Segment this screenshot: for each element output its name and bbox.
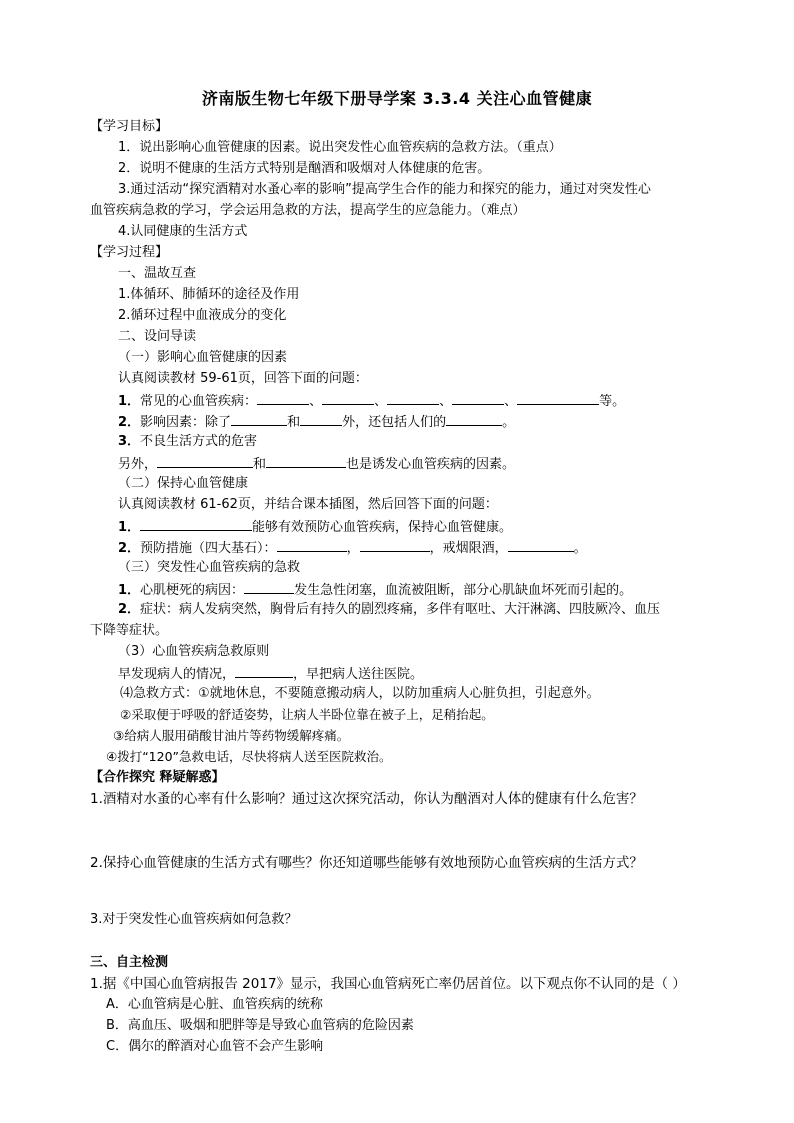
- p3q2-label: 2．: [118, 602, 141, 617]
- p2q2-b: ，戒烟限酒，: [429, 541, 508, 556]
- q1-line: [118, 391, 625, 411]
- p3q2-cont: 下降等症状。: [90, 623, 169, 638]
- part2-heading: （二）保持心血管健康: [118, 476, 249, 491]
- blank-disease-3[interactable]: [387, 391, 439, 405]
- option-c[interactable]: C．偶尔的醉酒对心血管不会产生影响: [106, 1039, 324, 1054]
- objectives-heading: 【学习目标】: [90, 119, 169, 134]
- page-title: 济南版生物七年级下册导学案 3.3.4 关注心血管健康: [201, 89, 593, 108]
- objective-item-3: 3.通过活动“探究酒精对水蚤心率的影响”提高学生合作的能力和探究的能力，通过对突发性心: [118, 182, 651, 197]
- guide-heading: 二、设问导读: [118, 329, 197, 344]
- q2-label: 2．: [118, 415, 141, 430]
- q1-end: 等。: [599, 394, 626, 409]
- p3q2-line: [118, 601, 660, 619]
- blank-disease-4[interactable]: [452, 391, 504, 405]
- sep: 、: [439, 394, 453, 409]
- process-heading: 【学习过程】: [90, 245, 169, 260]
- p2q2-end: 。: [573, 541, 587, 556]
- p3q1-label: 1．: [118, 583, 141, 598]
- part1-heading: （一）影响心血管健康的因素: [118, 350, 288, 365]
- blank-habit-2[interactable]: [266, 454, 346, 468]
- blank-cornerstone-1[interactable]: [277, 538, 347, 552]
- sep: 、: [504, 394, 518, 409]
- q2-a: 影响因素：除了: [140, 415, 232, 430]
- p2q1-label: 1．: [118, 520, 141, 535]
- objective-item-1: 1．说出影响心血管健康的因素。说出突发性心血管疾病的急救方法。（重点）: [118, 140, 562, 155]
- cooperate-q1: 1.酒精对水蚤的心率有什么影响？通过这次探究活动，你认为酗酒对人体的健康有什么危害？: [90, 791, 643, 807]
- comma: ，: [346, 541, 360, 556]
- selftest-heading: 三、自主检测: [90, 955, 169, 970]
- q1-label: 1．: [118, 394, 141, 409]
- review-item-1: 1.体循环、肺循环的途径及作用: [118, 287, 300, 302]
- p2q2-a: 预防措施（四大基石）：: [140, 541, 277, 556]
- q3-text: 不良生活方式的危害: [140, 434, 258, 449]
- blank-cornerstone-3[interactable]: [508, 538, 574, 552]
- objective-item-3-cont: 血管疾病急救的学习，学会运用急救的方法，提高学生的应急能力。（难点）: [90, 203, 526, 218]
- blank-factor-1[interactable]: [231, 412, 287, 426]
- blank-cause[interactable]: [244, 580, 294, 594]
- part1-intro: 认真阅读教材 59-61页，回答下面的问题：: [118, 371, 368, 386]
- blank-habit-1[interactable]: [157, 454, 253, 468]
- objective-item-4: 4.认同健康的生活方式: [118, 224, 248, 239]
- p3q3-b: ，早把病人送往医院。: [293, 667, 424, 682]
- cooperate-heading: 【合作探究 释疑解惑】: [90, 770, 225, 785]
- blank-cornerstone-2[interactable]: [360, 538, 430, 552]
- q2-line: [118, 412, 515, 432]
- selftest-q1: 1.据《中国心血管病报告 2017》显示，我国心血管病死亡率仍居首位。以下观点你不认同的是（ ）: [90, 976, 686, 992]
- blank-factor-2[interactable]: [300, 412, 342, 426]
- q2-b: 和: [287, 415, 301, 430]
- q2-d: 。: [502, 415, 516, 430]
- p3q3-a: 早发现病人的情况，: [118, 667, 236, 682]
- blank-disease-5[interactable]: [517, 391, 599, 405]
- p3q1-line: [118, 580, 632, 600]
- sep: 、: [374, 394, 388, 409]
- objective-item-2: 2．说明不健康的生活方式特别是酗酒和吸烟对人体健康的危害。: [118, 161, 491, 176]
- p2q2-label: 2．: [118, 541, 141, 556]
- option-a[interactable]: A．心血管病是心脏、血管疾病的统称: [106, 997, 323, 1012]
- blank-factor-3[interactable]: [446, 412, 502, 426]
- q2-c: 外，还包括人们的: [342, 415, 447, 430]
- q3-b: 和: [253, 457, 267, 472]
- blank-disease-2[interactable]: [322, 391, 374, 405]
- review-heading: 一、温故互查: [118, 266, 197, 281]
- blank-prevent[interactable]: [140, 517, 252, 531]
- p2q1-line: [118, 517, 512, 537]
- blank-principle[interactable]: [235, 664, 293, 678]
- q3-fill-line: [118, 454, 515, 474]
- p2q1-text: 能够有效预防心血管疾病，保持心血管健康。: [252, 520, 513, 535]
- q3-a: 另外，: [118, 457, 158, 472]
- p3q1-b: 发生急性闭塞，血流被阻断，部分心肌缺血坏死而引起的。: [294, 583, 633, 598]
- p3q3-line: [118, 664, 423, 684]
- p3q4-line-1: ⑷急救方式：①就地休息，不要随意搬动病人，以防加重病人心脏负担，引起意外。: [120, 686, 600, 701]
- p3q2-a: 症状：病人发病突然，胸骨后有持久的剧烈疼痛，多伴有呕吐、大汗淋漓、四肢厥冷、血压: [140, 602, 661, 617]
- q3-line: [118, 433, 257, 451]
- p3q1-a: 心肌梗死的病因：: [140, 583, 245, 598]
- p3q4-line-2: ②采取便于呼吸的舒适姿势，让病人半卧位靠在被子上，足稍抬起。: [120, 707, 494, 722]
- cooperate-q3: 3.对于突发性心血管疾病如何急救？: [90, 912, 298, 927]
- q1-text: 常见的心血管疾病：: [140, 394, 258, 409]
- p2q2-line: [118, 538, 587, 558]
- p3q3-heading: （3）心血管疾病急救原则: [118, 644, 270, 659]
- option-b[interactable]: B．高血压、吸烟和肥胖等是导致心血管病的危险因素: [106, 1018, 414, 1033]
- p3q4-line-4: ④拨打“120”急救电话，尽快将病人送至医院救治。: [106, 749, 392, 764]
- cooperate-q2: 2.保持心血管健康的生活方式有哪些？你还知道哪些能够有效地预防心血管疾病的生活方式？: [90, 855, 643, 871]
- q3-label: 3．: [118, 434, 141, 449]
- q3-c: 也是诱发心血管疾病的因素。: [346, 457, 516, 472]
- part2-intro: 认真阅读教材 61-62页，并结合课本插图，然后回答下面的问题：: [118, 497, 498, 512]
- sep: 、: [309, 394, 323, 409]
- p3q4-line-3: ③给病人服用硝酸甘油片等药物缓解疼痛。: [113, 728, 350, 743]
- part3-heading: （三）突发性心血管疾病的急救: [118, 560, 301, 575]
- blank-disease-1[interactable]: [257, 391, 309, 405]
- review-item-2: 2.循环过程中血液成分的变化: [118, 308, 287, 323]
